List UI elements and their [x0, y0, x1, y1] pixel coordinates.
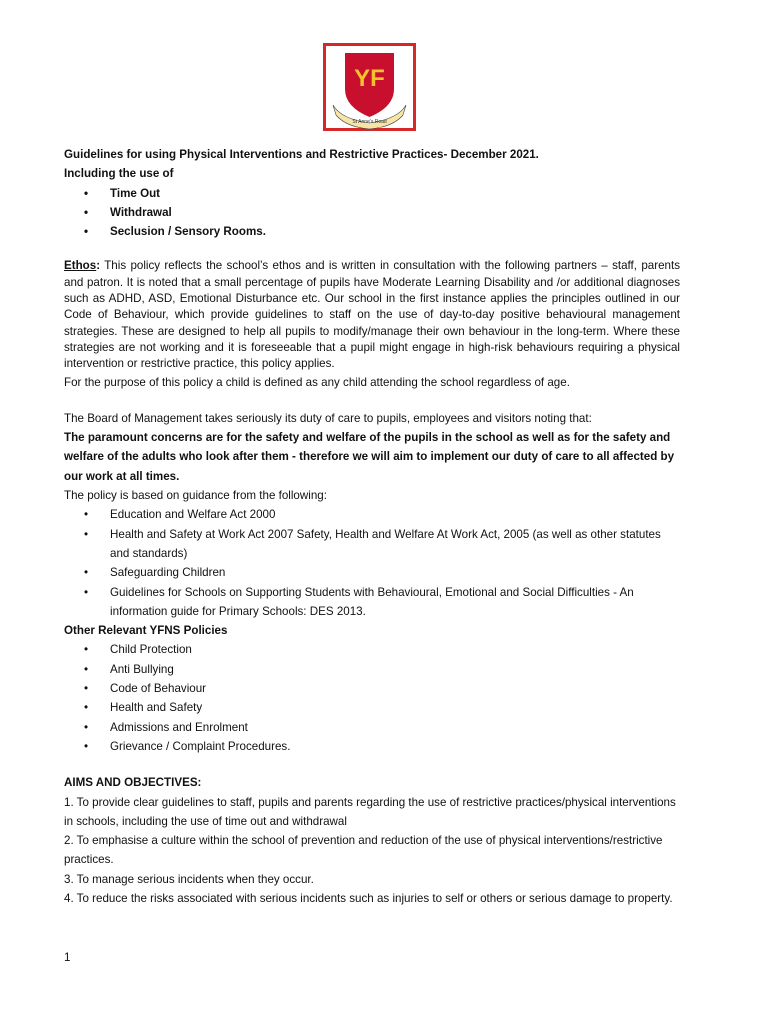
document-title: Guidelines for using Physical Interventions and Restrictive Practices- December 2021.	[64, 148, 539, 161]
spacer	[64, 756, 680, 773]
list-item: • Code of Behaviour	[64, 679, 680, 698]
list-item: • Anti Bullying	[64, 660, 680, 679]
aims-heading: AIMS AND OBJECTIVES:	[64, 776, 202, 790]
spacer	[64, 241, 680, 258]
guidance-list	[64, 505, 680, 621]
ethos-paragraph	[64, 258, 680, 372]
list-item: • Child Protection	[64, 640, 680, 659]
spacer	[64, 392, 680, 409]
guidance-intro: The policy is based on guidance from the following:	[64, 489, 327, 503]
list-item: • Guidelines for Schools on Supporting Students with Behavioural, Emotional and Social Difficulties - An information guide for Primary Schools: DES 2013.	[64, 583, 680, 622]
list-item: • Time Out	[64, 184, 680, 203]
logo-banner-text: St Anne's Road	[352, 119, 387, 125]
aim-item: 3. To manage serious incidents when they occur.	[64, 872, 314, 886]
other-policies-list	[64, 640, 680, 756]
list-item: • Grievance / Complaint Procedures.	[64, 737, 680, 756]
aim-item: 2. To emphasise a culture within the school of prevention and reduction of the use of physical interventions/restrictive practices.	[64, 834, 663, 867]
list-item: • Seclusion / Sensory Rooms.	[64, 222, 680, 241]
including-label: Including the use of	[64, 167, 174, 181]
list-item: • Admissions and Enrolment	[64, 718, 680, 737]
page-number: 1	[64, 951, 71, 964]
logo-text: YF	[354, 65, 385, 92]
list-item: • Health and Safety	[64, 698, 680, 717]
aim-item: 4. To reduce the risks associated with serious incidents such as injuries to self or others or serious damage to property.	[64, 891, 673, 905]
list-item: • Education and Welfare Act 2000	[64, 505, 680, 524]
school-crest-logo	[323, 43, 416, 131]
uses-list	[64, 184, 680, 242]
list-item: • Safeguarding Children	[64, 563, 680, 582]
board-text: The Board of Management takes seriously its duty of care to pupils, employees and visitors noting that:	[64, 411, 592, 425]
list-item: • Withdrawal	[64, 203, 680, 222]
ethos-label: Ethos	[64, 259, 97, 273]
ethos-text: This policy reflects the school’s ethos and is written in consultation with the following partners – staff, parents and patron. It is noted that a small percentage of pupils have Moderate Learning Disability and /or additional diagnoses such as ADHD, ASD, Emotional Disturbance etc. Our school in the first instance applies the principles outlined in our Code of Behaviour, which provide guidelines to staff on the use of day-to-day positive behavioural management strategies. These are designed to help all pupils to modify/manage their own behaviour in the long-term. Where these strategies are not working and it is foreseeable that a pupil might engage in high-risk behaviours requiring a physical intervention or restrictive practice, this policy applies.	[64, 259, 680, 371]
child-definition: For the purpose of this policy a child is defined as any child attending the school regardless of age.	[64, 375, 570, 389]
aim-item: 1. To provide clear guidelines to staff, pupils and parents regarding the use of restrictive practices/physical interventions in schools, including the use of time out and withdrawal	[64, 795, 676, 828]
paramount-statement: The paramount concerns are for the safety and welfare of the pupils in the school as well as for the safety and welfare of the adults who look after them - therefore we will aim to implement our duty of care to all affected by our work at all times.	[64, 431, 675, 483]
list-item: • Health and Safety at Work Act 2007 Safety, Health and Welfare At Work Act, 2005 (as well as other statutes and standards)	[64, 525, 680, 564]
ethos-colon: :	[96, 259, 101, 273]
document-body	[64, 145, 680, 908]
other-policies-heading: Other Relevant YFNS Policies	[64, 624, 228, 638]
